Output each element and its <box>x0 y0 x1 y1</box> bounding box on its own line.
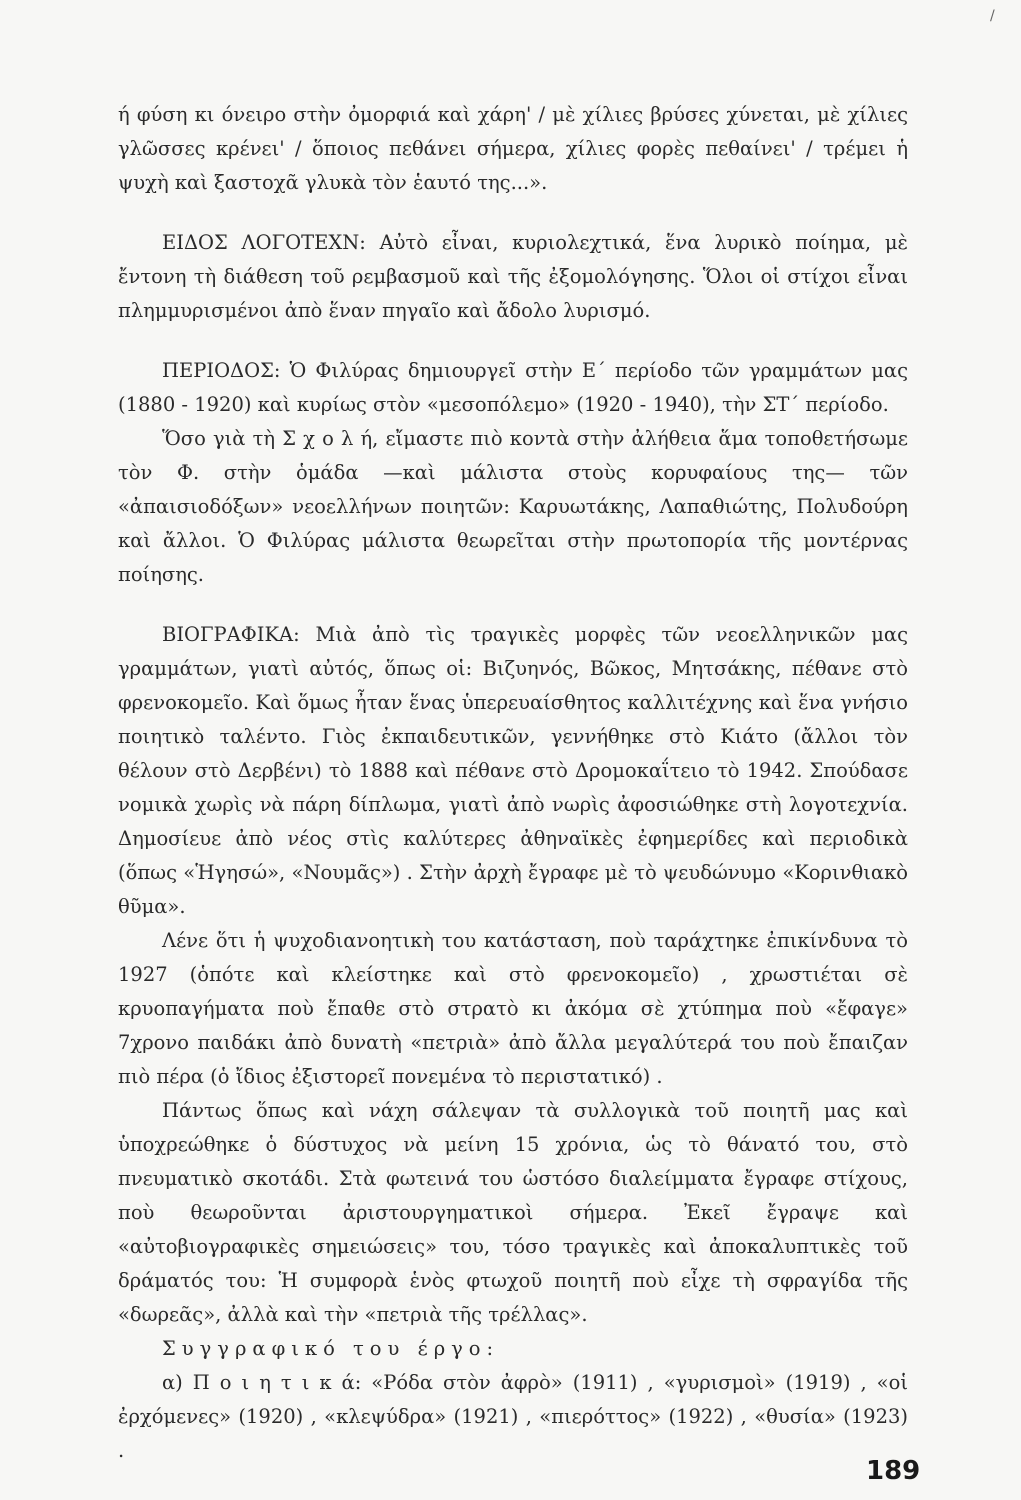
paragraph-poiitika: α) Π ο ι η τ ι κ ά: «Ρόδα στὸν ἀφρὸ» (1911) , «γυρισμοὶ» (1919) , «οἱ ἐρχόμενες» (1920) , «κλεψύδρα» (1921) , «πιερόττος» (1922) , «θυσία» (1923) . <box>118 1371 908 1462</box>
paragraph-pantos: Πάντως ὅπως καὶ νάχη σάλεψαν τὰ συλλογικὰ τοῦ ποιητῆ μας καὶ ὑποχρεώθηκε ὁ δύστυχος νὰ μείνη 15 χρόνια, ὡς τὸ θάνατό του, στὸ πνευματικὸ σκοτάδι. Στὰ φωτεινά του ὡστόσο διαλείμματα ἔγραφε στίχους, ποὺ θεωροῦνται ἀριστουργηματικοὶ σήμερα. Ἐκεῖ ἔγραψε καὶ «αὐτοβιογραφικὲς σημειώσεις» του, τόσο τραγικὲς καὶ ἀποκαλυπτικὲς τοῦ δράματός του: Ἡ συμφορὰ ἑνὸς φτωχοῦ ποιητῆ ποὺ εἶχε τὴ σφραγίδα τῆς «δωρεᾶς», ἀλλὰ καὶ τὴν «πετριὰ τῆς τρέλλας». <box>118 1099 908 1326</box>
paragraph-quote-end: ή φύση κι όνειρο στὴν ὀμορφιά καὶ χάρη' / μὲ χίλιες βρύσες χύνεται, μὲ χίλιες γλῶσσες κρένει' / ὅποιος πεθάνει σήμερα, χίλιες φορὲς πεθαίνει' / τρέμει ἡ ψυχὴ καὶ ξαστοχᾶ γλυκὰ τὸν ἑαυτό της...». <box>118 103 908 194</box>
paragraph-viografika: ΒΙΟΓΡΑΦΙΚΑ: Μιὰ ἀπὸ τὶς τραγικὲς μορφὲς τῶν νεοελληνικῶν μας γραμμάτων, γιατὶ αὐτός, ὅπως οἱ: Βιζυηνός, Βῶκος, Μητσάκης, πέθανε στὸ φρενοκομεῖο. Καὶ ὅμως ἦταν ἕνας ὑπερευαίσθητος καλλιτέχνης καὶ ἕνα γνήσιο ποιητικὸ ταλέντο. Γιὸς ἐκπαιδευτικῶν, γεννήθηκε στὸ Κιάτο (ἄλλοι τὸν θέλουν στὸ Δερβένι) τὸ 1888 καὶ πέθανε στὸ Δρομοκαΐτειο τὸ 1942. Σπούδασε νομικὰ χωρὶς νὰ πάρη δίπλωμα, γιατὶ ἀπὸ νωρὶς ἀφοσιώθηκε στὴ λογοτεχνία. Δημοσίευε ἀπὸ νέος στὶς καλύτερες ἀθηναϊκὲς ἐφημερίδες καὶ περιοδικὰ (ὅπως «Ἡγησώ», «Νουμᾶς») . Στὴν ἀρχὴ ἔγραφε μὲ τὸ ψευδώνυμο «Κορινθιακὸ θῦμα». <box>118 623 908 918</box>
paragraph-lene: Λένε ὅτι ἡ ψυχοδιανοητικὴ του κατάσταση, ποὺ ταράχτηκε ἐπικίνδυνα τὸ 1927 (ὁπότε καὶ κλείστηκε καὶ στὸ φρενοκομεῖο) , χρωστιέται σὲ κρυοπαγήματα ποὺ ἔπαθε στὸ στρατὸ κι ἀκόμα σὲ χτύπημα ποὺ «ἔφαγε» 7χρονο παιδάκι ἀπὸ δυνατὴ «πετριὰ» ἀπὸ ἄλλα μεγαλύτερά του ποὺ ἔπαιζαν πιὸ πέρα (ὁ ἴδιος ἐξιστορεῖ πονεμένα τὸ περιστατικό) . <box>118 929 908 1088</box>
body-text <box>118 98 908 1468</box>
corner-mark: / <box>990 8 995 24</box>
paragraph-eidos: ΕΙΔΟΣ ΛΟΓΟΤΕΧΝ: Αὐτὸ εἶναι, κυριολεχτικά, ἕνα λυρικὸ ποίημα, μὲ ἔντονη τὴ διάθεση τοῦ ρεμβασμοῦ καὶ τῆς ἐξομολόγησης. Ὅλοι οἱ στίχοι εἶναι πλημμυρισμένοι ἀπὸ ἕναν πηγαῖο καὶ ἄδολο λυρισμό. <box>118 231 908 322</box>
paragraph-periodos: ΠΕΡΙΟΔΟΣ: Ὁ Φιλύρας δημιουργεῖ στὴν Ε΄ περίοδο τῶν γραμμάτων μας (1880 - 1920) καὶ κυρίως στὸν «μεσοπόλεμο» (1920 - 1940), τὴν ΣΤ΄ περίοδο. <box>118 359 908 416</box>
paragraph-scholi: Ὅσο γιὰ τὴ Σ χ ο λ ή, εἴμαστε πιὸ κοντὰ στὴν ἀλήθεια ἅμα τοποθετήσωμε τὸν Φ. στὴν ὁμάδα —καὶ μάλιστα στοὺς κορυφαίους της— τῶν «ἀπαισιοδόξων» νεοελλήνων ποιητῶν: Καρυωτάκης, Λαπαθιώτης, Πολυδούρη καὶ ἄλλοι. Ὁ Φιλύρας μάλιστα θεωρεῖται στὴν πρωτοπορία τῆς μοντέρνας ποίησης. <box>118 427 908 586</box>
heading-syngrafiko: Συγγραφικό του έργο: <box>162 1337 500 1360</box>
page-number: 189 <box>866 1456 921 1486</box>
